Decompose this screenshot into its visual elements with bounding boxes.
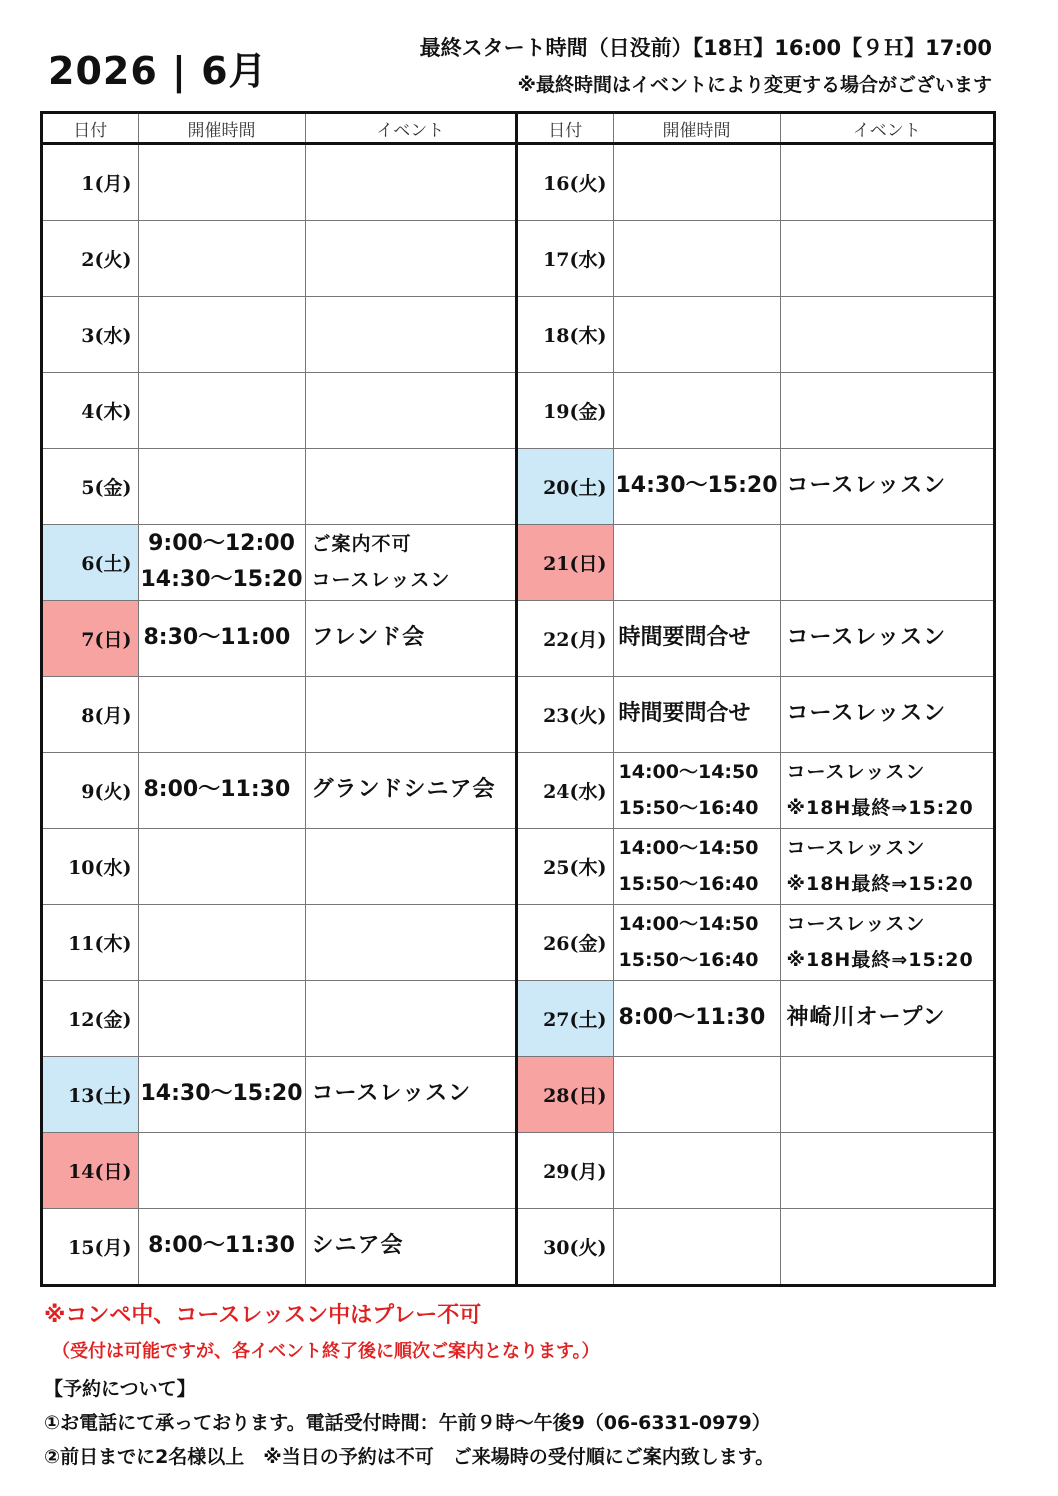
- change-notice: ※最終時間はイベントにより変更する場合がございます: [517, 74, 992, 96]
- day-cell: 4(木): [43, 372, 138, 448]
- time-cell: [613, 980, 780, 1056]
- calendar-left-body: [43, 144, 515, 1285]
- day-cell: 6(土): [43, 524, 138, 600]
- time-cell: [613, 904, 780, 980]
- event-cell: [305, 676, 515, 752]
- calendar-row: [43, 524, 515, 600]
- event-cell: [780, 221, 993, 297]
- event-cell: [305, 296, 515, 372]
- time-cell: [138, 752, 305, 828]
- calendar-row: [43, 144, 515, 221]
- event-cell: [780, 1132, 993, 1208]
- play-restriction-subnote: （受付は可能ですが、各イベント終了後に順次ご案内となります。）: [52, 1341, 600, 1362]
- time-cell: [138, 600, 305, 676]
- time-text: 15:50～16:40: [618, 873, 759, 896]
- last-start-time-info: 最終スタート時間（日没前）【18Ｈ】16:00【９Ｈ】17:00: [419, 36, 992, 60]
- day-cell: 14(日): [43, 1132, 138, 1208]
- event-cell: [780, 828, 993, 904]
- column-header-event: イベント: [780, 114, 993, 144]
- calendar-row: [518, 752, 993, 828]
- event-cell: [305, 1056, 515, 1132]
- day-cell: 24(水): [518, 752, 613, 828]
- event-cell: [305, 448, 515, 524]
- time-cell: [613, 600, 780, 676]
- day-cell: 9(火): [43, 752, 138, 828]
- time-text: 時間要問合せ: [618, 701, 751, 727]
- calendar-row: [518, 524, 993, 600]
- calendar-row: [518, 1132, 993, 1208]
- day-cell: 19(金): [518, 372, 613, 448]
- reservation-title: 【予約について】: [44, 1378, 196, 1400]
- day-cell: 1(月): [81, 173, 132, 195]
- event-text: コースレッスン: [311, 569, 451, 592]
- time-text: 14:00～14:50: [618, 913, 759, 936]
- time-cell: [138, 372, 305, 448]
- column-header-date: 日付: [518, 114, 613, 144]
- time-text: 14:30～15:20: [140, 567, 303, 593]
- calendar-right-half: [518, 114, 993, 1284]
- time-text: 8:00～11:30: [618, 1005, 766, 1031]
- time-text: 15:50～16:40: [618, 949, 759, 972]
- event-cell: [305, 372, 515, 448]
- event-cell: [780, 144, 993, 221]
- time-cell: [138, 221, 305, 297]
- time-cell: [138, 1132, 305, 1208]
- calendar-row: [43, 752, 515, 828]
- time-cell: [613, 1056, 780, 1132]
- day-cell: 20(土): [518, 448, 613, 524]
- event-text: ※18H最終⇒15:20: [786, 949, 974, 972]
- event-text: ※18H最終⇒15:20: [786, 797, 974, 820]
- time-cell: [138, 676, 305, 752]
- day-cell: 27(土): [518, 980, 613, 1056]
- day-cell: 21(日): [518, 524, 613, 600]
- event-cell: [305, 752, 515, 828]
- day-cell: 28(日): [518, 1056, 613, 1132]
- calendar-row: [43, 221, 515, 297]
- day-cell: 11(木): [43, 904, 138, 980]
- time-text: 14:30～15:20: [615, 473, 778, 499]
- calendar-row: [43, 600, 515, 676]
- calendar-row: [518, 1208, 993, 1284]
- event-cell: [780, 524, 993, 600]
- column-header-time: 開催時間: [138, 114, 305, 144]
- event-text: コースレッスン: [786, 473, 947, 499]
- calendar-row: [43, 448, 515, 524]
- event-cell: [305, 828, 515, 904]
- day-cell: 2(火): [43, 221, 138, 297]
- time-text: 8:30～11:00: [143, 625, 291, 651]
- day-cell: 29(月): [518, 1132, 613, 1208]
- calendar-row: [43, 676, 515, 752]
- day-cell: 7(日): [43, 600, 138, 676]
- event-cell: [305, 1208, 515, 1284]
- event-cell: [780, 676, 993, 752]
- day-cell: 15(月): [43, 1208, 138, 1284]
- day-cell: 16(火): [543, 173, 607, 195]
- day-cell: 18(木): [518, 296, 613, 372]
- day-cell: 8(月): [43, 676, 138, 752]
- time-text: 14:00～14:50: [618, 837, 759, 860]
- time-cell: [138, 448, 305, 524]
- event-cell: [305, 980, 515, 1056]
- event-text: ご案内不可: [311, 533, 412, 556]
- event-cell: [780, 904, 993, 980]
- calendar-row: [518, 1056, 993, 1132]
- event-cell: [305, 904, 515, 980]
- event-text: グランドシニア会: [311, 777, 496, 803]
- day-cell: 5(金): [43, 448, 138, 524]
- time-cell: [613, 752, 780, 828]
- time-cell: [138, 1056, 305, 1132]
- calendar-row: [43, 372, 515, 448]
- time-cell: [613, 144, 780, 221]
- calendar-row: [518, 448, 993, 524]
- time-cell: [613, 676, 780, 752]
- calendar-row: [518, 144, 993, 221]
- event-cell: [780, 752, 993, 828]
- event-text: コースレッスン: [786, 625, 947, 651]
- time-text: 15:50～16:40: [618, 797, 759, 820]
- calendar-row: [43, 828, 515, 904]
- event-text: コースレッスン: [786, 837, 926, 860]
- day-cell: 13(土): [43, 1056, 138, 1132]
- event-cell: [305, 524, 515, 600]
- event-text: コースレッスン: [786, 913, 926, 936]
- event-text: コースレッスン: [786, 761, 926, 784]
- time-cell: [138, 296, 305, 372]
- event-cell: [305, 1132, 515, 1208]
- event-cell: [780, 448, 993, 524]
- calendar-row: [518, 600, 993, 676]
- time-text: 14:30～15:20: [140, 1081, 303, 1107]
- event-text: ※18H最終⇒15:20: [786, 873, 974, 896]
- time-cell: [138, 144, 305, 221]
- play-restriction-warning: ※コンペ中、コースレッスン中はプレー不可: [44, 1303, 482, 1328]
- time-cell: [138, 1208, 305, 1284]
- calendar-row: [43, 1132, 515, 1208]
- day-cell: 12(金): [43, 980, 138, 1056]
- event-text: コースレッスン: [786, 701, 947, 727]
- calendar-row: [518, 676, 993, 752]
- calendar-row: [518, 372, 993, 448]
- column-header-date: 日付: [43, 114, 138, 144]
- time-cell: [613, 828, 780, 904]
- time-cell: [613, 296, 780, 372]
- event-text: シニア会: [311, 1233, 404, 1259]
- event-text: フレンド会: [311, 625, 426, 651]
- day-cell: 17(水): [518, 221, 613, 297]
- time-cell: [138, 524, 305, 600]
- calendar-row: [518, 828, 993, 904]
- page-title: 2026 | 6月: [48, 49, 268, 93]
- calendar-row: [518, 221, 993, 297]
- time-cell: [613, 1132, 780, 1208]
- day-cell: 10(水): [43, 828, 138, 904]
- time-cell: [138, 980, 305, 1056]
- event-cell: [305, 600, 515, 676]
- calendar-row: [43, 1056, 515, 1132]
- calendar-right-body: [518, 144, 993, 1285]
- time-cell: [613, 372, 780, 448]
- calendar-row: [43, 904, 515, 980]
- column-header-time: 開催時間: [613, 114, 780, 144]
- day-cell: 23(火): [518, 676, 613, 752]
- event-cell: [305, 144, 515, 221]
- time-text: 8:00～11:30: [148, 1233, 295, 1259]
- day-cell: 26(金): [518, 904, 613, 980]
- time-cell: [613, 524, 780, 600]
- day-cell: 30(火): [518, 1208, 613, 1284]
- event-cell: [305, 221, 515, 297]
- reservation-note-1: ①お電話にて承っております。電話受付時間：午前９時～午後9（06-6331-0979）: [44, 1412, 771, 1434]
- calendar-left-half: [43, 114, 518, 1284]
- time-cell: [613, 221, 780, 297]
- calendar-row: [518, 980, 993, 1056]
- time-cell: [138, 904, 305, 980]
- time-cell: [138, 828, 305, 904]
- time-text: 14:00～14:50: [618, 761, 759, 784]
- event-cell: [780, 1056, 993, 1132]
- time-cell: [613, 448, 780, 524]
- calendar-row: [43, 296, 515, 372]
- calendar-row: [43, 980, 515, 1056]
- time-text: 8:00～11:30: [143, 777, 291, 803]
- calendar-row: [518, 296, 993, 372]
- event-cell: [780, 600, 993, 676]
- day-cell: 3(水): [43, 296, 138, 372]
- time-text: 9:00～12:00: [148, 531, 295, 557]
- column-header-event: イベント: [305, 114, 515, 144]
- time-cell: [613, 1208, 780, 1284]
- event-cell: [780, 980, 993, 1056]
- day-cell: 25(木): [518, 828, 613, 904]
- event-cell: [780, 372, 993, 448]
- reservation-note-2: ②前日までに2名様以上 ※当日の予約は不可 ご来場時の受付順にご案内致します。: [44, 1446, 775, 1468]
- event-cell: [780, 296, 993, 372]
- calendar-row: [518, 904, 993, 980]
- calendar-row: [43, 1208, 515, 1284]
- day-cell: 22(月): [518, 600, 613, 676]
- event-text: コースレッスン: [311, 1081, 472, 1107]
- time-text: 時間要問合せ: [618, 625, 751, 651]
- calendar-table: [40, 111, 996, 1287]
- event-text: 神崎川オープン: [786, 1005, 946, 1031]
- event-cell: [780, 1208, 993, 1284]
